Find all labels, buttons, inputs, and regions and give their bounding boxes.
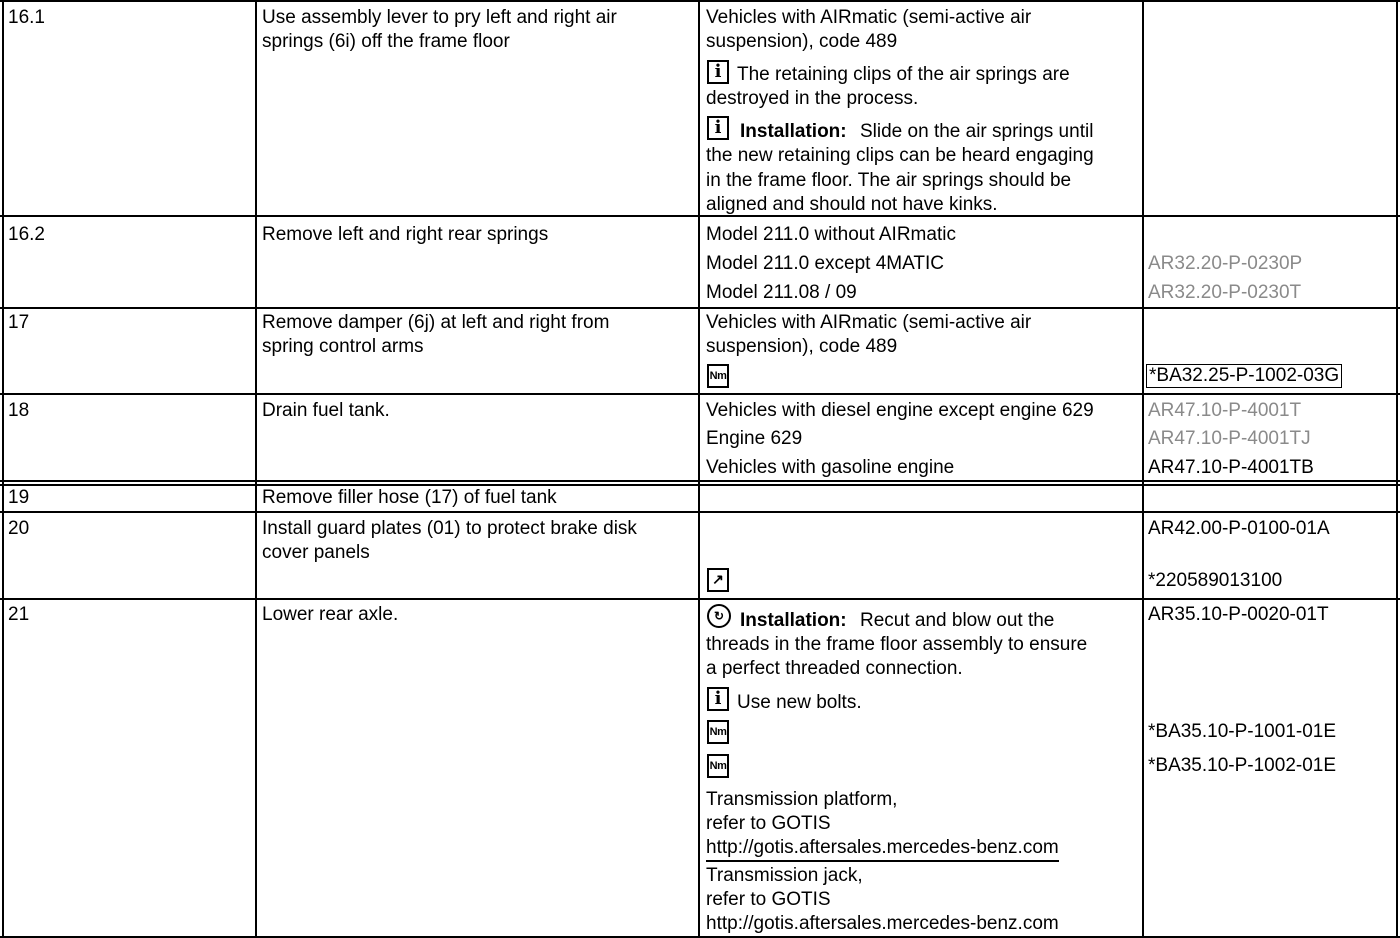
reference-link[interactable]: AR35.10-P-0020-01T [1148, 604, 1329, 625]
gotis-link[interactable]: http://gotis.aftersales.mercedes-benz.com [706, 836, 1059, 862]
note-text: the new retaining clips can be heard engaging [706, 145, 1094, 166]
installation-icon: ↻ [707, 604, 731, 628]
installation-label: Installation: [740, 610, 847, 631]
info-icon: i [707, 116, 729, 140]
condition-text: Vehicles with diesel engine except engine 629 [706, 400, 1094, 421]
tool-text: Transmission jack, [706, 865, 863, 886]
torque-icon: Nm [707, 754, 729, 778]
action-text: Install guard plates (01) to protect brake disk [262, 518, 637, 539]
step-number: 17 [8, 312, 30, 333]
note-text: aligned and should not have kinks. [706, 194, 998, 215]
reference-link[interactable]: *BA35.10-P-1001-01E [1148, 721, 1337, 742]
condition-text: Model 211.0 without AIRmatic [706, 224, 956, 245]
step-number: 21 [8, 604, 30, 625]
condition-text: Vehicles with AIRmatic (semi-active air [706, 312, 1032, 333]
tool-text: refer to GOTIS [706, 889, 831, 910]
action-text: Drain fuel tank. [262, 400, 390, 421]
condition-text: Model 211.0 except 4MATIC [706, 253, 944, 274]
action-text: cover panels [262, 542, 370, 563]
reference-link[interactable]: AR32.20-P-0230T [1148, 282, 1302, 303]
note-text: Slide on the air springs until [860, 121, 1094, 142]
note-text: The retaining clips of the air springs are [737, 64, 1070, 85]
step-number: 16.1 [8, 7, 45, 28]
gotis-link[interactable]: http://gotis.aftersales.mercedes-benz.com [706, 912, 1059, 938]
action-text: Lower rear axle. [262, 604, 399, 625]
action-text: Remove filler hose (17) of fuel tank [262, 487, 557, 508]
action-text: spring control arms [262, 336, 424, 357]
note-text: destroyed in the process. [706, 88, 919, 109]
reference-link[interactable]: *BA32.25-P-1002-03G [1146, 364, 1342, 388]
note-text: threads in the frame floor assembly to ensure [706, 634, 1088, 655]
action-text: Remove left and right rear springs [262, 224, 549, 245]
reference-link[interactable]: AR47.10-P-4001TJ [1148, 428, 1311, 449]
torque-icon: Nm [707, 364, 729, 388]
condition-text: Vehicles with gasoline engine [706, 457, 955, 478]
torque-icon: Nm [707, 720, 729, 744]
info-icon: i [707, 687, 729, 711]
tool-text: Transmission platform, [706, 789, 898, 810]
installation-label: Installation: [740, 121, 847, 142]
note-text: a perfect threaded connection. [706, 658, 963, 679]
condition-text: Model 211.08 / 09 [706, 282, 857, 303]
condition-text: suspension), code 489 [706, 336, 898, 357]
note-text: in the frame floor. The air springs should be [706, 170, 1072, 191]
reference-link[interactable]: AR42.00-P-0100-01A [1148, 518, 1330, 539]
reference-link[interactable]: *BA35.10-P-1002-01E [1148, 755, 1337, 776]
condition-text: suspension), code 489 [706, 31, 898, 52]
note-text: Recut and blow out the [860, 610, 1055, 631]
step-number: 16.2 [8, 224, 45, 245]
info-icon: i [707, 60, 729, 84]
step-number: 18 [8, 400, 30, 421]
action-text: Use assembly lever to pry left and right air [262, 7, 617, 28]
step-number: 20 [8, 518, 30, 539]
special-tool-icon: ↗ [707, 568, 729, 592]
tool-text: refer to GOTIS [706, 813, 831, 834]
note-text: Use new bolts. [737, 692, 862, 713]
reference-link[interactable]: AR47.10-P-4001T [1148, 400, 1302, 421]
tool-number[interactable]: *220589013100 [1148, 570, 1283, 591]
condition-text: Vehicles with AIRmatic (semi-active air [706, 7, 1032, 28]
reference-link[interactable]: AR47.10-P-4001TB [1148, 457, 1314, 478]
condition-text: Engine 629 [706, 428, 803, 449]
action-text: Remove damper (6j) at left and right from [262, 312, 610, 333]
reference-link[interactable]: AR32.20-P-0230P [1148, 253, 1303, 274]
step-number: 19 [8, 487, 30, 508]
action-text: springs (6i) off the frame floor [262, 31, 510, 52]
